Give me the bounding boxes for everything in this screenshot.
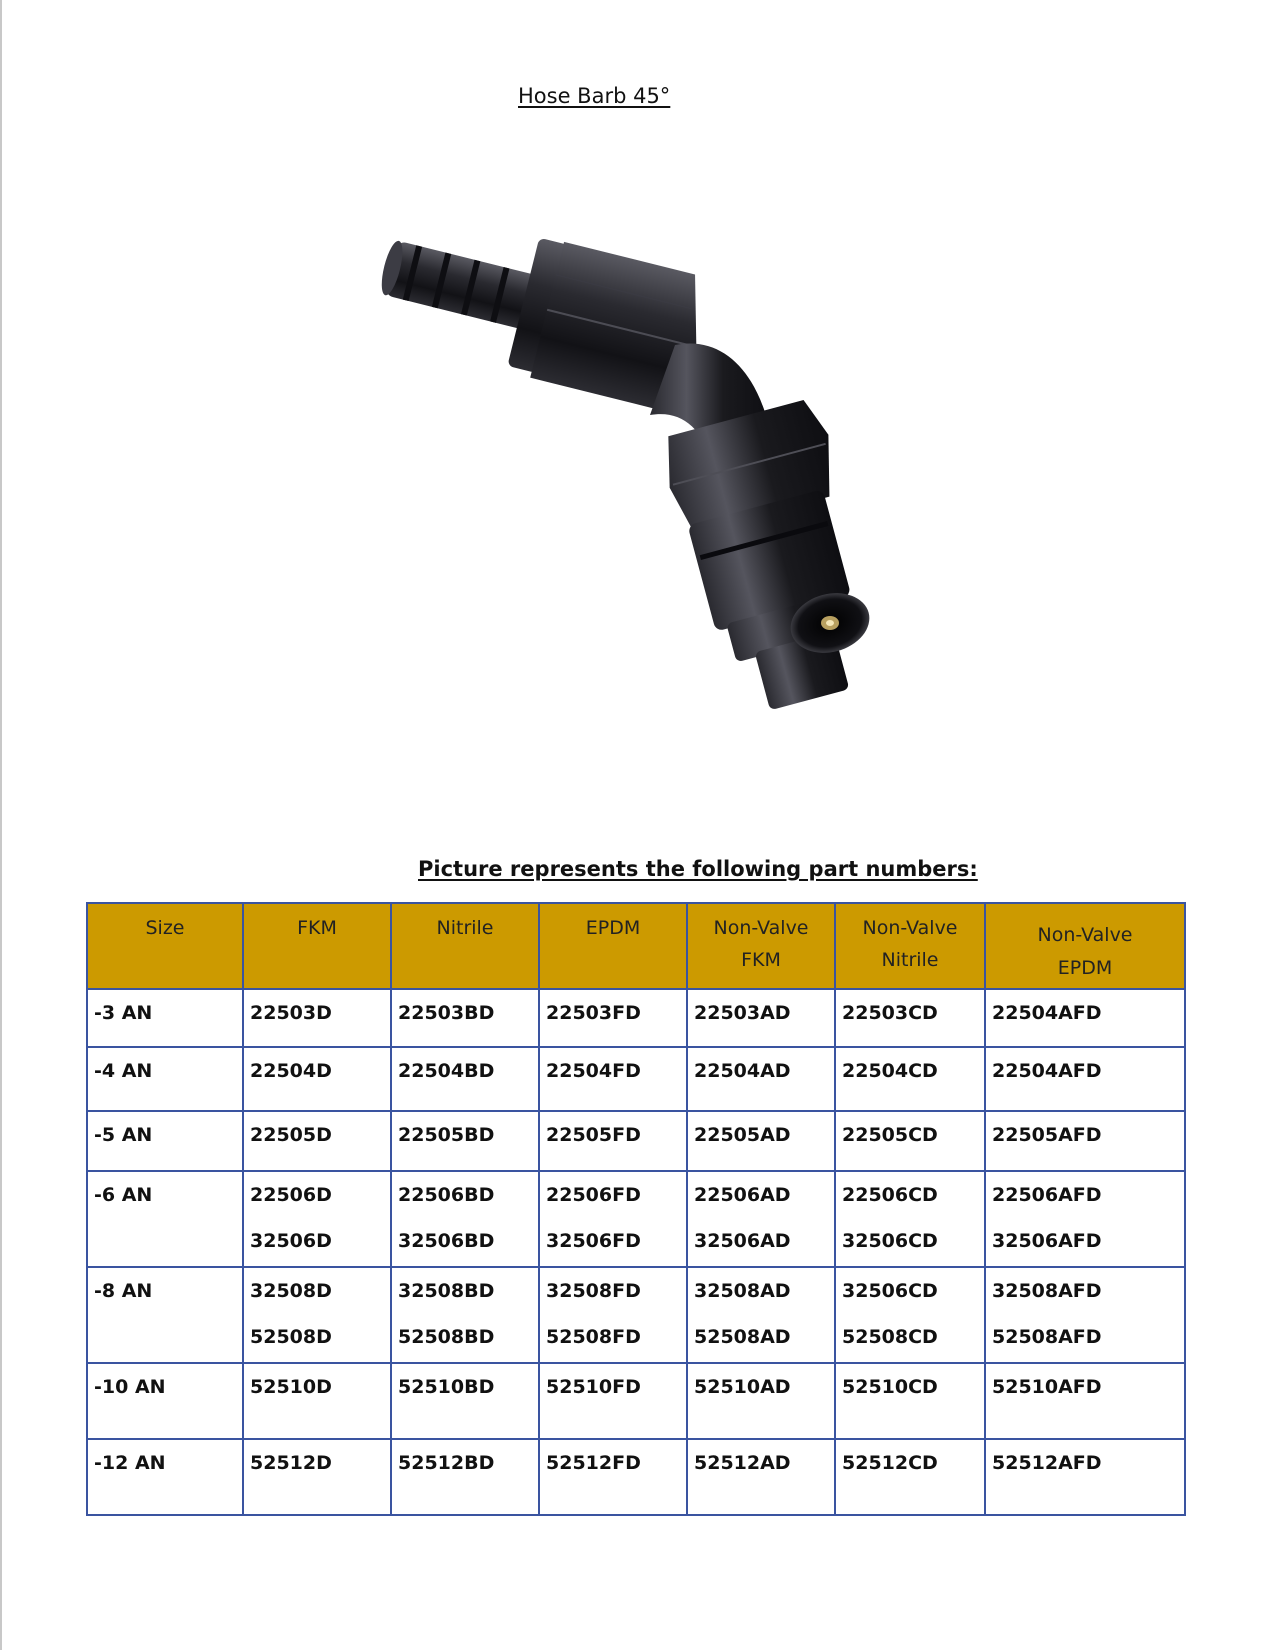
part-cell: 52510FD: [539, 1363, 687, 1439]
part-cell: 52512AD: [687, 1439, 835, 1515]
part-cell: 52512AFD: [985, 1439, 1185, 1515]
header-nitrile: Nitrile: [391, 903, 539, 989]
size-cell: -3 AN: [87, 989, 243, 1047]
part-cell: 22505BD: [391, 1111, 539, 1171]
size-cell: -5 AN: [87, 1111, 243, 1171]
part-cell: 52510AD: [687, 1363, 835, 1439]
part-cell: 22505D: [243, 1111, 391, 1171]
size-cell: -6 AN: [87, 1171, 243, 1267]
part-cell: 52512BD: [391, 1439, 539, 1515]
page-edge: [0, 0, 2, 1650]
part-cell: 32508FD 52508FD: [539, 1267, 687, 1363]
part-cell: 52512CD: [835, 1439, 985, 1515]
table-caption: Picture represents the following part numbers:: [418, 857, 978, 881]
part-cell: 52510AFD: [985, 1363, 1185, 1439]
part-cell: 32508AD 52508AD: [687, 1267, 835, 1363]
part-cell: 32508AFD 52508AFD: [985, 1267, 1185, 1363]
part-cell: 22503BD: [391, 989, 539, 1047]
part-cell: 22506D 32506D: [243, 1171, 391, 1267]
part-cell: 32506CD 52508CD: [835, 1267, 985, 1363]
table-row: [87, 1111, 1185, 1171]
part-cell: 22505FD: [539, 1111, 687, 1171]
part-cell: 22506FD 32506FD: [539, 1171, 687, 1267]
part-cell: 22504D: [243, 1047, 391, 1111]
part-cell: 22503CD: [835, 989, 985, 1047]
part-cell: 52510CD: [835, 1363, 985, 1439]
size-cell: -10 AN: [87, 1363, 243, 1439]
header-epdm: EPDM: [539, 903, 687, 989]
header-non-valve-epdm: Non-Valve EPDM: [985, 903, 1185, 989]
part-cell: 22506AD 32506AD: [687, 1171, 835, 1267]
table-row: [87, 1439, 1185, 1515]
part-cell: 52510D: [243, 1363, 391, 1439]
table-header-row: [87, 903, 1185, 989]
part-numbers-table: [86, 902, 1186, 1516]
part-cell: 22503D: [243, 989, 391, 1047]
part-cell: 22506CD 32506CD: [835, 1171, 985, 1267]
part-cell: 22505CD: [835, 1111, 985, 1171]
part-cell: 22505AD: [687, 1111, 835, 1171]
part-cell: 22503AD: [687, 989, 835, 1047]
header-non-valve-nitrile: Non-Valve Nitrile: [835, 903, 985, 989]
part-cell: 22503FD: [539, 989, 687, 1047]
part-cell: 22506AFD 32506AFD: [985, 1171, 1185, 1267]
part-cell: 22504AFD: [985, 1047, 1185, 1111]
table-row: [87, 1171, 1185, 1267]
part-cell: 22504AFD: [985, 989, 1185, 1047]
part-cell: 22504BD: [391, 1047, 539, 1111]
part-cell: 52512FD: [539, 1439, 687, 1515]
part-cell: 52512D: [243, 1439, 391, 1515]
part-cell: 32508BD 52508BD: [391, 1267, 539, 1363]
part-cell: 22504AD: [687, 1047, 835, 1111]
part-cell: 22504FD: [539, 1047, 687, 1111]
size-cell: -4 AN: [87, 1047, 243, 1111]
size-cell: -8 AN: [87, 1267, 243, 1363]
page-title: Hose Barb 45°: [518, 84, 671, 108]
header-fkm: FKM: [243, 903, 391, 989]
hose-barb-fitting-image: [380, 225, 940, 730]
table-row: [87, 1267, 1185, 1363]
part-cell: 32508D 52508D: [243, 1267, 391, 1363]
table-row: [87, 1047, 1185, 1111]
part-cell: 22505AFD: [985, 1111, 1185, 1171]
header-non-valve-fkm: Non-Valve FKM: [687, 903, 835, 989]
table-row: [87, 1363, 1185, 1439]
part-cell: 22506BD 32506BD: [391, 1171, 539, 1267]
part-cell: 22504CD: [835, 1047, 985, 1111]
size-cell: -12 AN: [87, 1439, 243, 1515]
part-cell: 52510BD: [391, 1363, 539, 1439]
header-size: Size: [87, 903, 243, 989]
table-row: [87, 989, 1185, 1047]
